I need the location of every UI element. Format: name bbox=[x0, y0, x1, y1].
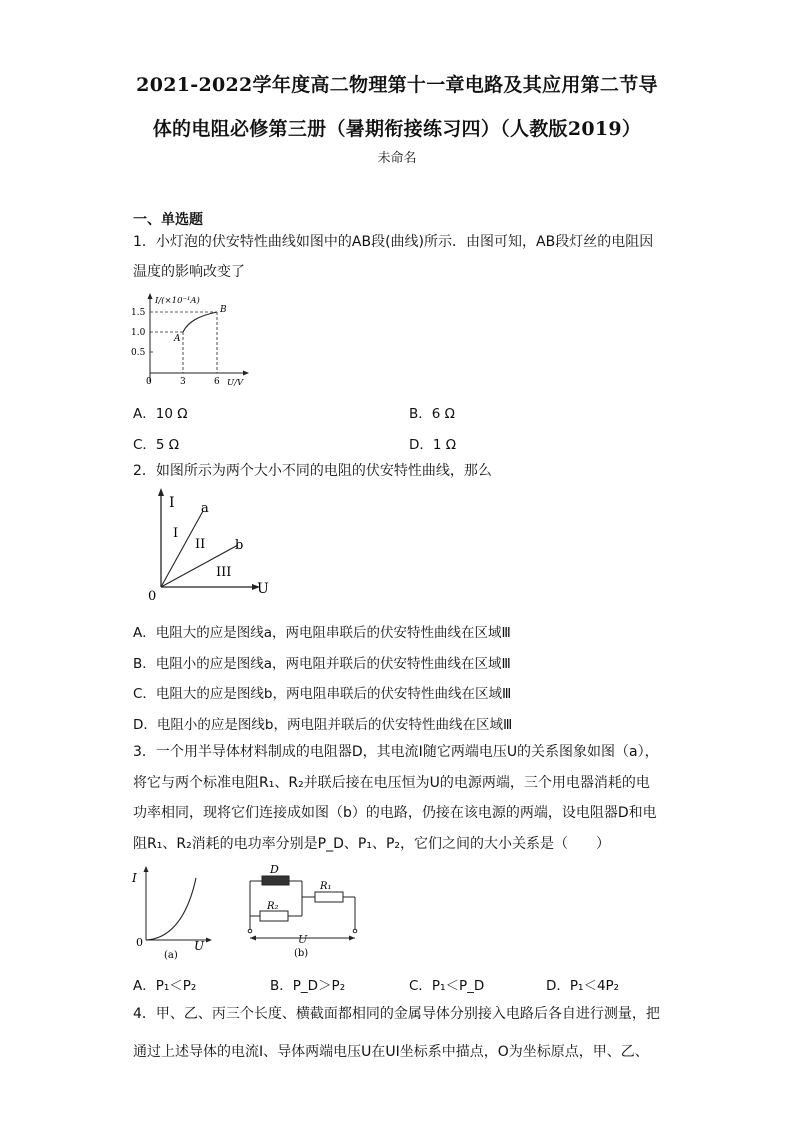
q1-option-c[interactable]: C．5 Ω bbox=[133, 437, 180, 453]
q1-y-tick-3: 0.5 bbox=[131, 348, 146, 358]
q3b-label-u: U bbox=[298, 933, 308, 946]
q2-axis-i: I bbox=[169, 495, 175, 511]
section-heading: 一、单选题 bbox=[133, 212, 203, 228]
q4-line1: 4．甲、乙、丙三个长度、横截面都相同的金属导体分别接入电路后各自进行测量，把 bbox=[133, 1006, 660, 1022]
q1-x-tick-3: 3 bbox=[180, 377, 186, 387]
q1-option-a[interactable]: A．10 Ω bbox=[133, 406, 188, 422]
q3-line4: 阻R₁、R₂消耗的电功率分别是P_D、P₁、P₂，它们之间的大小关系是（ ） bbox=[133, 836, 611, 852]
q2-axis-u: U bbox=[257, 581, 269, 597]
q1-x-axis-label: U/V bbox=[227, 378, 244, 388]
q1-x-tick-6: 6 bbox=[214, 377, 220, 387]
q2-region-2: II bbox=[195, 537, 206, 552]
q2-origin: 0 bbox=[148, 589, 157, 604]
q2-option-a[interactable]: A．电阻大的应是图线a，两电阻串联后的伏安特性曲线在区域Ⅲ bbox=[133, 625, 511, 641]
q1-option-b[interactable]: B．6 Ω bbox=[409, 406, 455, 422]
q2-region-3: III bbox=[216, 565, 232, 580]
q3b-label-d: D bbox=[270, 863, 279, 876]
q2-line-b-label: b bbox=[235, 538, 244, 553]
q2-option-d[interactable]: D．电阻小的应是图线b，两电阻并联后的伏安特性曲线在区域Ⅲ bbox=[133, 717, 513, 733]
q3a-origin: 0 bbox=[136, 936, 143, 949]
q1-y-axis-label: I/(×10⁻¹A) bbox=[155, 296, 200, 306]
q4-line2: 通过上述导体的电流I、导体两端电压U在UI坐标系中描点，O为坐标原点，甲、乙、 bbox=[133, 1044, 649, 1060]
q3-option-a[interactable]: A．P₁＜P₂ bbox=[133, 978, 197, 994]
q1-option-d[interactable]: D．1 Ω bbox=[409, 437, 457, 453]
doc-subtitle: 未命名 bbox=[377, 151, 417, 166]
q3-circuit-b bbox=[238, 860, 363, 962]
q3-option-d[interactable]: D．P₁＜4P₂ bbox=[546, 978, 620, 994]
q3-line1: 3．一个用半导体材料制成的电阻器D，其电流I随它两端电压U的关系图象如图（a）， bbox=[133, 744, 659, 760]
q2-option-b[interactable]: B．电阻小的应是图线a，两电阻并联后的伏安特性曲线在区域Ⅲ bbox=[133, 656, 511, 672]
q3b-label-r1: R₁ bbox=[320, 881, 332, 892]
q3a-axis-i: I bbox=[132, 871, 137, 885]
q3-graph-a bbox=[128, 862, 218, 962]
doc-title-line2: 体的电阻必修第三册（暑期衔接练习四）（人教版2019） bbox=[152, 118, 642, 140]
q2-region-1: I bbox=[173, 526, 179, 541]
q1-line2: 温度的影响改变了 bbox=[133, 264, 245, 280]
q1-y-tick-1: 1.5 bbox=[131, 308, 146, 318]
q3a-caption: (a) bbox=[164, 950, 178, 961]
q3-option-b[interactable]: B．P_D＞P₂ bbox=[270, 978, 346, 994]
q1-point-a: A bbox=[174, 334, 181, 344]
q2-option-c[interactable]: C．电阻大的应是图线b，两电阻串联后的伏安特性曲线在区域Ⅲ bbox=[133, 686, 512, 702]
q1-x-tick-0: 0 bbox=[146, 377, 152, 387]
q3b-caption: (b) bbox=[294, 948, 309, 959]
doc-title-line1: 2021-2022学年度高二物理第十一章电路及其应用第二节导 bbox=[136, 74, 658, 96]
q3-line3: 功率相同，现将它们连接成如图（b）的电路，仍接在该电源的两端，设电阻器D和电 bbox=[133, 805, 657, 821]
q1-point-b: B bbox=[220, 305, 227, 315]
q3b-label-r2: R₂ bbox=[267, 901, 279, 912]
q1-line1: 1．小灯泡的伏安特性曲线如图中的AB段(曲线)所示．由图可知，AB段灯丝的电阻因 bbox=[133, 234, 654, 250]
q3-line2: 将它与两个标准电阻R₁、R₂并联后接在电压恒为U的电源两端，三个用电器消耗的电 bbox=[133, 775, 650, 791]
q1-iv-graph bbox=[128, 290, 268, 390]
q1-y-tick-2: 1.0 bbox=[131, 328, 146, 338]
q2-line1: 2．如图所示为两个大小不同的电阻的伏安特性曲线，那么 bbox=[133, 463, 492, 479]
q3-option-c[interactable]: C．P₁＜P_D bbox=[409, 978, 485, 994]
q2-iv-graph bbox=[143, 485, 278, 605]
q3a-axis-u: U bbox=[194, 939, 205, 953]
q2-line-a-label: a bbox=[201, 501, 209, 516]
